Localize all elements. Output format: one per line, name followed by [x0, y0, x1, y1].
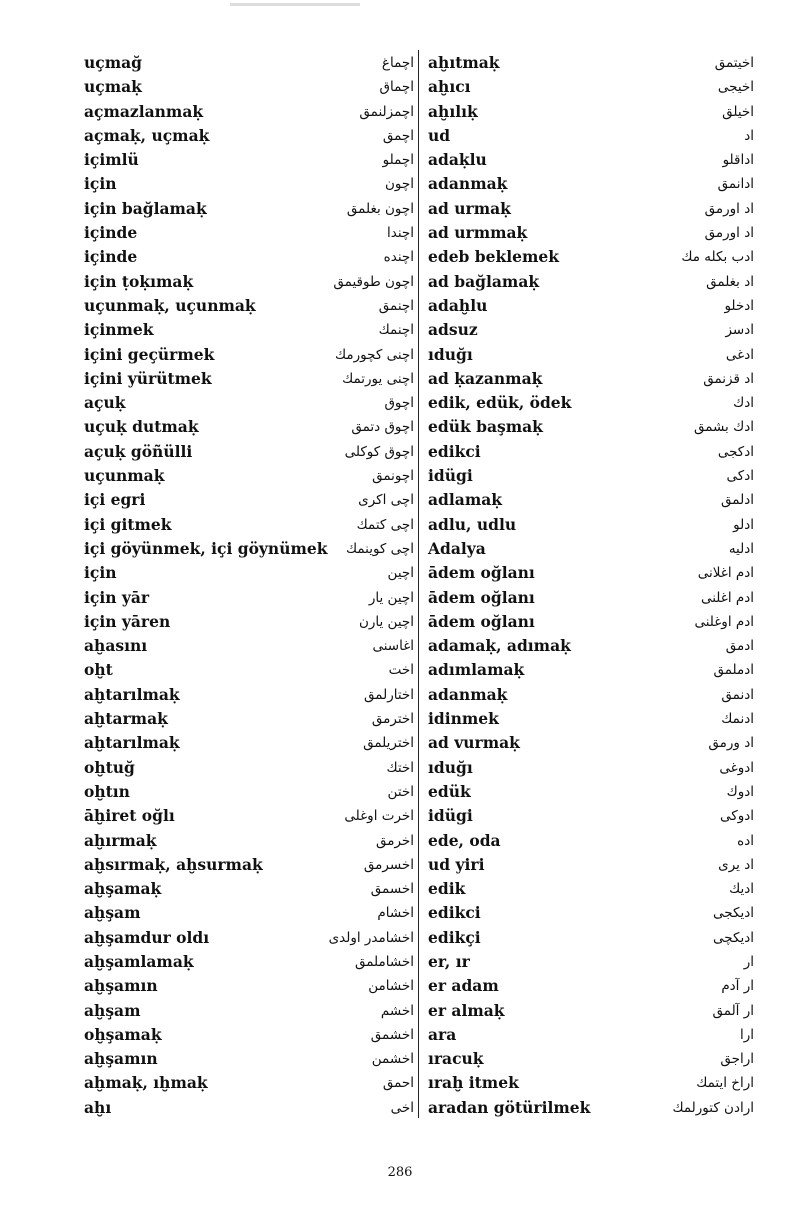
entry-arabic: اخترمق: [371, 711, 414, 728]
entry-arabic: اچنده: [383, 249, 414, 266]
dictionary-entry: [84, 513, 414, 537]
entry-latin: ad urmmaḳ: [428, 223, 528, 243]
entry-latin: aradan götürilmek: [428, 1097, 591, 1117]
dictionary-entry: [428, 415, 754, 439]
entry-arabic: اچنمك: [378, 322, 414, 339]
entry-arabic: ادسز: [725, 322, 754, 339]
dictionary-entry: [428, 780, 754, 804]
dictionary-entry: [84, 999, 414, 1023]
entry-latin: ıduğı: [428, 757, 473, 777]
entry-arabic: اد یری: [718, 856, 754, 873]
entry-latin: adlu, udlu: [428, 514, 517, 534]
entry-arabic: ار: [743, 953, 754, 970]
page-number: 286: [387, 1165, 413, 1180]
entry-arabic: ادنمق: [721, 686, 754, 703]
entry-latin: er, ır: [428, 951, 470, 971]
dictionary-entry: [84, 172, 414, 196]
dictionary-entry: [428, 756, 754, 780]
entry-latin: edikçi: [428, 927, 481, 947]
entry-arabic: ادك بشمق: [693, 419, 754, 436]
dictionary-entry: [428, 172, 754, 196]
entry-latin: uçuḳ dutmaḳ: [84, 417, 199, 437]
dictionary-entry: [428, 343, 754, 367]
entry-latin: ıduğı: [428, 344, 473, 364]
entry-arabic: ادکجی: [717, 443, 754, 460]
dictionary-entry: [84, 270, 414, 294]
entry-arabic: اخی: [390, 1099, 414, 1116]
dictionary-entry: [84, 75, 414, 99]
entry-arabic: اچون طوقیمق: [333, 273, 414, 290]
entry-arabic: اختك: [386, 759, 414, 776]
entry-arabic: اچی اکری: [358, 492, 414, 509]
entry-arabic: اچی کوینمك: [345, 540, 414, 557]
dictionary-entry: [84, 343, 414, 367]
entry-arabic: اخشمق: [370, 1026, 414, 1043]
entry-latin: ādem oğlanı: [428, 563, 535, 583]
entry-latin: āḫiret oğlı: [84, 806, 175, 826]
entry-latin: ıracuḳ: [428, 1049, 484, 1069]
entry-arabic: اچنی یورتمك: [342, 370, 414, 387]
entry-latin: içi egri: [84, 490, 146, 510]
dictionary-entry: [428, 221, 754, 245]
dictionary-entry: [428, 1096, 754, 1120]
entry-arabic: ار آدم: [721, 978, 754, 995]
entry-latin: ādem oğlanı: [428, 587, 535, 607]
entry-latin: aḫasını: [84, 636, 148, 656]
dictionary-entry: [84, 148, 414, 172]
dictionary-entry: [428, 51, 754, 75]
entry-arabic: اچوق: [384, 395, 414, 412]
right-column: [428, 51, 754, 1120]
entry-latin: Adalya: [428, 538, 486, 558]
entry-arabic: اچونمق: [372, 468, 414, 485]
entry-latin: edikci: [428, 903, 481, 923]
entry-arabic: اخیتمق: [714, 55, 754, 71]
entry-arabic: اد اورمق: [704, 225, 754, 242]
entry-arabic: اختریلمق: [363, 735, 414, 752]
entry-arabic: اچنی کچورمك: [335, 346, 414, 363]
entry-latin: adanmaḳ: [428, 174, 508, 194]
entry-latin: aḫıcı: [428, 77, 471, 97]
entry-arabic: ادوکی: [720, 808, 754, 825]
entry-arabic: ادب بکله مك: [681, 249, 754, 266]
dictionary-entry: [84, 950, 414, 974]
entry-latin: aḫmaḳ, ıḫmaḳ: [84, 1073, 208, 1093]
entry-latin: ud: [428, 125, 451, 145]
dictionary-entry: [84, 415, 414, 439]
entry-latin: içimlü: [84, 150, 139, 170]
entry-arabic: ادم اوغلنی: [694, 613, 754, 630]
entry-arabic: اخیلق: [722, 103, 754, 120]
entry-latin: içi gitmek: [84, 514, 172, 534]
dictionary-entry: [84, 1071, 414, 1095]
entry-arabic: ادانمق: [717, 176, 754, 193]
dictionary-entry: [428, 707, 754, 731]
column-divider: [418, 50, 419, 1118]
dictionary-entry: [84, 1047, 414, 1071]
entry-latin: oḫşamaḳ: [84, 1024, 162, 1044]
entry-arabic: اخسمق: [370, 881, 414, 898]
dictionary-entry: [84, 877, 414, 901]
dictionary-entry: [428, 634, 754, 658]
dictionary-entry: [428, 877, 754, 901]
entry-latin: için yār: [84, 587, 150, 607]
dictionary-entry: [84, 221, 414, 245]
dictionary-entry: [428, 124, 754, 148]
entry-arabic: ادنمك: [721, 711, 754, 728]
entry-latin: ādem oğlanı: [428, 611, 535, 631]
dictionary-entry: [428, 367, 754, 391]
entry-latin: için: [84, 563, 117, 583]
dictionary-entry: [428, 561, 754, 585]
dictionary-entry: [428, 926, 754, 950]
dictionary-entry: [428, 731, 754, 755]
dictionary-entry: [84, 658, 414, 682]
entry-arabic: ارا: [739, 1026, 754, 1043]
dictionary-entry: [84, 245, 414, 269]
dictionary-entry: [428, 75, 754, 99]
dictionary-entry: [428, 804, 754, 828]
dictionary-entry: [84, 926, 414, 950]
dictionary-entry: [84, 780, 414, 804]
dictionary-entry: [428, 1047, 754, 1071]
entry-arabic: اخرمق: [375, 832, 414, 849]
dictionary-entry: [84, 488, 414, 512]
entry-latin: idügi: [428, 466, 473, 486]
dictionary-entry: [84, 853, 414, 877]
entry-arabic: ادکی: [726, 468, 754, 485]
entry-latin: için bağlamaḳ: [84, 198, 207, 218]
dictionary-entry: [84, 829, 414, 853]
entry-latin: açuḳ: [84, 393, 126, 413]
dictionary-entry: [428, 488, 754, 512]
dictionary-entry: [84, 804, 414, 828]
dictionary-entry: [84, 610, 414, 634]
entry-arabic: اچمق: [382, 127, 414, 144]
entry-latin: edikci: [428, 441, 481, 461]
entry-latin: aḫı: [84, 1097, 112, 1117]
entry-arabic: ادیکجی: [713, 905, 754, 922]
dictionary-entry: [84, 561, 414, 585]
entry-latin: edik, edük, ödek: [428, 393, 572, 413]
entry-latin: aḫşamaḳ: [84, 879, 162, 899]
entry-latin: açmaḳ, uçmaḳ: [84, 125, 210, 145]
dictionary-entry: [84, 537, 414, 561]
entry-arabic: اده: [737, 832, 754, 849]
entry-arabic: اداقلو: [722, 152, 754, 169]
dictionary-entry: [84, 756, 414, 780]
entry-latin: için yāren: [84, 611, 171, 631]
entry-arabic: اچملو: [382, 152, 414, 169]
dictionary-entry: [428, 974, 754, 998]
entry-arabic: ادوك: [726, 783, 754, 800]
entry-arabic: ادمق: [725, 638, 754, 655]
entry-latin: içinde: [84, 247, 138, 267]
entry-arabic: ادلیه: [728, 540, 754, 557]
entry-latin: içinmek: [84, 320, 154, 340]
entry-latin: ad urmaḳ: [428, 198, 511, 218]
entry-arabic: اختارلمق: [364, 686, 414, 703]
entry-latin: aḫsırmaḳ, aḫsurmaḳ: [84, 854, 263, 874]
entry-latin: aḫtarılmaḳ: [84, 733, 180, 753]
dictionary-entry: [428, 853, 754, 877]
dictionary-entry: [428, 1071, 754, 1095]
entry-arabic: اد اورمق: [704, 200, 754, 217]
entry-arabic: اچی کتمك: [356, 516, 414, 533]
dictionary-entry: [428, 391, 754, 415]
dictionary-entry: [84, 391, 414, 415]
dictionary-entry: [428, 610, 754, 634]
dictionary-entry: [428, 318, 754, 342]
entry-latin: er almaḳ: [428, 1000, 505, 1020]
entry-latin: içinde: [84, 223, 138, 243]
entry-latin: ede, oda: [428, 830, 501, 850]
entry-latin: ara: [428, 1024, 457, 1044]
entry-latin: açuḳ göñülli: [84, 441, 193, 461]
entry-arabic: اغاسنی: [372, 638, 414, 655]
entry-arabic: ادم اغلنی: [700, 589, 754, 606]
entry-arabic: اچوق کوکلی: [344, 443, 414, 460]
entry-arabic: اراخ ایتمك: [696, 1075, 754, 1092]
entry-arabic: اچماغ: [381, 55, 414, 71]
entry-latin: aḫşamlamaḳ: [84, 951, 194, 971]
dictionary-entry: [428, 829, 754, 853]
dictionary-entry: [428, 586, 754, 610]
entry-arabic: اخشم: [380, 1002, 414, 1019]
entry-arabic: اراجق: [720, 1051, 754, 1068]
entry-arabic: اخشاملمق: [354, 953, 414, 970]
entry-arabic: اچین: [387, 565, 414, 582]
entry-arabic: ادملمق: [713, 662, 754, 679]
entry-latin: adaḫlu: [428, 295, 488, 315]
entry-latin: er adam: [428, 976, 499, 996]
scan-smudge: [230, 3, 360, 6]
entry-latin: edük: [428, 781, 471, 801]
dictionary-entry: [84, 683, 414, 707]
dictionary-entry: [84, 1096, 414, 1120]
dictionary-entry: [84, 464, 414, 488]
entry-latin: edeb beklemek: [428, 247, 559, 267]
entry-latin: uçmaḳ: [84, 77, 142, 97]
dictionary-entry: [84, 440, 414, 464]
entry-arabic: اخیجی: [717, 79, 754, 96]
dictionary-entry: [428, 294, 754, 318]
entry-arabic: اختن: [387, 783, 414, 800]
entry-latin: aḫşamın: [84, 1049, 158, 1069]
dictionary-entry: [84, 367, 414, 391]
dictionary-entry: [428, 464, 754, 488]
entry-arabic: اخشام: [377, 905, 414, 922]
entry-arabic: اچماق: [379, 79, 414, 96]
entry-arabic: اچین یارن: [358, 613, 414, 630]
dictionary-entry: [84, 634, 414, 658]
entry-latin: aḫtarmaḳ: [84, 709, 168, 729]
entry-arabic: اچمزلنمق: [359, 103, 414, 120]
entry-latin: aḫşam: [84, 903, 141, 923]
dictionary-entry: [84, 197, 414, 221]
dictionary-entry: [428, 513, 754, 537]
entry-arabic: ادیك: [729, 881, 754, 898]
entry-arabic: اچون: [385, 176, 414, 193]
entry-latin: oḫtuğ: [84, 757, 135, 777]
entry-arabic: ادلو: [733, 516, 754, 533]
entry-arabic: اخشامدر اولدی: [328, 929, 414, 946]
dictionary-entry: [428, 1023, 754, 1047]
entry-latin: idinmek: [428, 709, 499, 729]
entry-arabic: اچنمق: [378, 297, 414, 314]
entry-arabic: ار آلمق: [712, 1002, 754, 1019]
entry-arabic: اد: [744, 127, 754, 144]
entry-latin: adamaḳ, adımaḳ: [428, 636, 571, 656]
dictionary-entry: [428, 683, 754, 707]
entry-arabic: اخشمن: [371, 1051, 414, 1068]
entry-arabic: ادوغی: [719, 759, 754, 776]
entry-latin: oḫtın: [84, 781, 130, 801]
entry-arabic: ادیکچی: [713, 929, 754, 946]
entry-latin: içini geçürmek: [84, 344, 215, 364]
entry-latin: uçunmaḳ, uçunmaḳ: [84, 295, 256, 315]
entry-latin: aḫşam: [84, 1000, 141, 1020]
dictionary-entry: [84, 731, 414, 755]
entry-arabic: اد بغلمق: [706, 273, 754, 290]
entry-arabic: اخشامن: [368, 978, 414, 995]
dictionary-entry: [84, 124, 414, 148]
entry-latin: aḫşamdur oldı: [84, 927, 210, 947]
entry-latin: içini yürütmek: [84, 368, 212, 388]
entry-latin: uçmağ: [84, 53, 142, 72]
entry-latin: aḫılıḳ: [428, 101, 478, 121]
entry-latin: aḫıtmaḳ: [428, 53, 500, 72]
entry-arabic: اچوق دتمق: [351, 419, 414, 436]
entry-latin: adlamaḳ: [428, 490, 502, 510]
dictionary-entry: [428, 197, 754, 221]
entry-latin: idügi: [428, 806, 473, 826]
entry-latin: aḫırmaḳ: [84, 830, 157, 850]
entry-arabic: اد ورمق: [708, 735, 754, 752]
entry-latin: ad vurmaḳ: [428, 733, 520, 753]
entry-latin: adanmaḳ: [428, 684, 508, 704]
entry-latin: adaḳlu: [428, 150, 487, 170]
entry-arabic: اد قزنمق: [703, 370, 754, 387]
dictionary-entry: [84, 294, 414, 318]
entry-latin: ad bağlamaḳ: [428, 271, 540, 291]
entry-latin: için: [84, 174, 117, 194]
dictionary-entry: [428, 100, 754, 124]
dictionary-entry: [84, 901, 414, 925]
entry-arabic: اچندا: [386, 225, 414, 242]
dictionary-entry: [84, 100, 414, 124]
entry-arabic: اخرت اوغلی: [344, 808, 414, 825]
dictionary-entry: [428, 950, 754, 974]
entry-arabic: اچین یار: [368, 589, 414, 606]
dictionary-entry: [428, 270, 754, 294]
dictionary-entry: [84, 51, 414, 75]
entry-latin: uçunmaḳ: [84, 466, 165, 486]
entry-latin: edük başmaḳ: [428, 417, 543, 437]
entry-arabic: ادك: [733, 395, 754, 412]
dictionary-entry: [428, 999, 754, 1023]
entry-latin: edik: [428, 879, 466, 899]
entry-latin: aḫşamın: [84, 976, 158, 996]
entry-arabic: ادلمق: [721, 492, 754, 509]
entry-arabic: احمق: [382, 1075, 414, 1092]
entry-latin: için ṭoḳımaḳ: [84, 271, 194, 291]
dictionary-entry: [428, 148, 754, 172]
entry-arabic: اخسرمق: [363, 856, 414, 873]
dictionary-entry: [428, 537, 754, 561]
entry-latin: ud yiri: [428, 854, 485, 874]
entry-latin: adımlamaḳ: [428, 660, 525, 680]
entry-arabic: ادم اغلانی: [697, 565, 754, 582]
dictionary-entry: [428, 440, 754, 464]
entry-latin: içi göyünmek, içi göynümek: [84, 538, 328, 558]
dictionary-entry: [428, 901, 754, 925]
entry-arabic: ارادن کتورلمك: [672, 1099, 754, 1116]
dictionary-entry: [428, 245, 754, 269]
entry-latin: ad ḳazanmaḳ: [428, 368, 543, 388]
dictionary-entry: [84, 974, 414, 998]
entry-arabic: اچون بغلمق: [346, 200, 414, 217]
dictionary-entry: [84, 1023, 414, 1047]
entry-latin: oḫt: [84, 660, 113, 680]
entry-latin: adsuz: [428, 320, 478, 340]
dictionary-entry: [84, 586, 414, 610]
entry-latin: açmazlanmaḳ: [84, 101, 204, 121]
dictionary-entry: [84, 318, 414, 342]
left-column: [84, 51, 414, 1120]
dictionary-entry: [428, 658, 754, 682]
entry-arabic: ادغی: [725, 346, 754, 363]
entry-arabic: اخت: [388, 662, 414, 679]
entry-latin: aḫtarılmaḳ: [84, 684, 180, 704]
entry-arabic: ادخلو: [724, 297, 754, 314]
entry-latin: ıraḫ itmek: [428, 1073, 519, 1093]
dictionary-entry: [84, 707, 414, 731]
